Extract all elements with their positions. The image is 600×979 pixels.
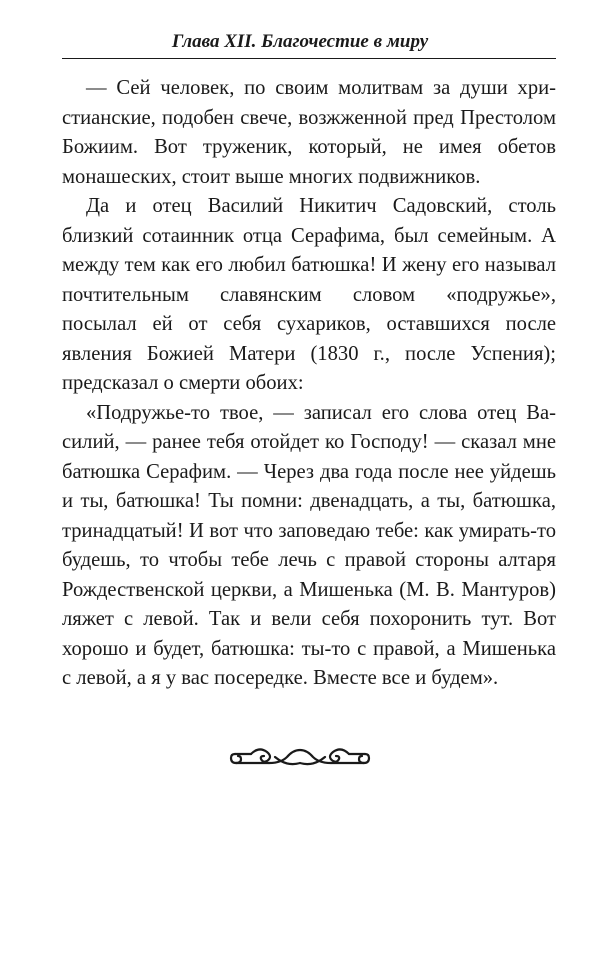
paragraph-1: — Сей человек, по своим молитвам за души христианские, подобен свече, возжженной пред Престолом Божиим. Вот труженик, который, не имея обетов монашеских, стоит выше многих подвижников. bbox=[62, 77, 556, 188]
scroll-flourish-icon bbox=[229, 740, 371, 774]
body-text bbox=[62, 74, 556, 694]
paragraph-2: Да и отец Василий Никитич Садовский, столь близкий сотаинник отца Серафима, был семейным. А между тем как его любил батюшка! И жену его называл почтительным славянским словом «подружье», посылал ей от себя сухариков, оставшихся после явления Божией Матери (1830 г., после Успения); предсказал о смерти обоих: bbox=[62, 195, 556, 394]
running-head-title: Глава XII. Благочестие в миру bbox=[171, 31, 429, 52]
header-rule bbox=[62, 58, 556, 59]
paragraph-3: «Подружье-то твое, — записал его слова отец Василий, — ранее тебя отойдет ко Господу! — сказал мне батюшка Серафим. — Через два года после нее уйдешь и ты, батюшка! Ты помни: двенадцать, а ты, батюшка, тринадцатый! И вот что заповедаю тебе: как умирать-то будешь, то чтобы тебе лечь с правой стороны алтаря Рождественской церкви, а Мишенька (М. В. Мантуров) ляжет с левой. Так и вели себя похоронить тут. Вот хорошо и будет, батюшка: ты-то с правой, а Мишенька с левой, а я у вас посередке. Вместе все и будем». bbox=[62, 401, 556, 689]
